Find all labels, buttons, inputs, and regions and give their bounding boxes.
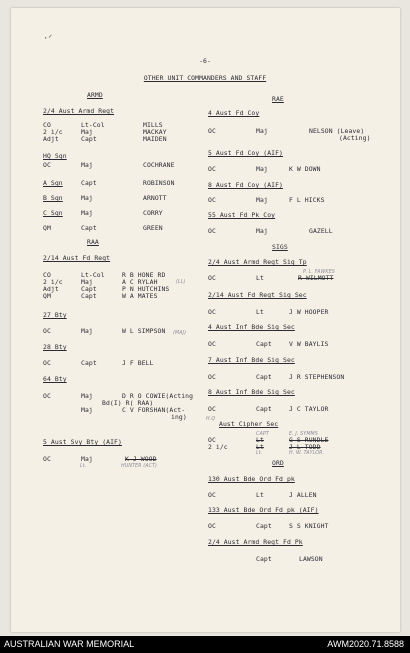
typed-text: A Sqn [43,179,63,187]
typed-text: 2 i/c [43,278,63,286]
typed-text: F L HICKS [289,196,325,204]
typed-text: MACKAY [143,128,167,136]
typed-text: OC [208,274,216,282]
typed-text: OC [208,165,216,173]
handwritten-note: (LL) [176,280,186,285]
typed-text: OC [208,340,216,348]
typed-text: OC [208,373,216,381]
typed-text: Capt [81,135,97,143]
typed-text: Capt [256,522,272,530]
typed-text: Adjt [43,285,59,293]
typed-text: Maj [81,406,93,414]
typed-text: 130 Aust Bde Ord Fd pk [208,475,295,483]
typed-text: Capt [256,373,272,381]
footer-accession-id: AWM2020.71.8588 [327,639,404,649]
typed-text: OC [208,436,216,444]
typed-text: 2/4 Aust Armd Regt [43,107,115,115]
handwritten-note: HUNTER (ACT) [121,464,158,469]
typed-text: HQ Sqn [43,152,67,160]
typed-text: J ALLEN [289,491,317,499]
typed-text: Maj [256,127,268,135]
handwritten-note: P. L. FAWKES [303,270,335,275]
typed-text: Lt [256,443,264,451]
typed-text: OC [208,491,216,499]
typed-text: ing) [171,413,187,421]
typed-text: Aust Cipher Sec [219,420,279,428]
typed-text: C V FORSHAN(Act- [122,406,186,414]
typed-text: ROBINSON [143,179,175,187]
typed-text: J L TODD [289,443,321,451]
typed-text: CO [43,271,51,279]
typed-text: Lt [256,274,264,282]
typed-text: 2/14 Aust Fd Regt Sig Sec [208,291,307,299]
typed-text: CO [43,121,51,129]
typed-text: 4 Aust Inf Bde Sig Sec [208,323,295,331]
typed-text: Capt [81,179,97,187]
typed-text: 5 Aust Svy Bty (AIF) [43,438,122,446]
typed-text: C Sqn [43,209,63,217]
typed-text: OC [208,522,216,530]
typed-text: SIGS [272,243,288,251]
typed-text: Capt [81,292,97,300]
handwritten-note: Lt. [256,451,263,456]
typed-text: 55 Aust Fd Pk Coy [208,211,276,219]
typed-text: Capt [256,555,272,563]
typed-text: Capt [256,340,272,348]
typed-text: 2/14 Aust Fd Regt [43,254,111,262]
typed-text: 8 Aust Inf Bde Sig Sec [208,388,295,396]
handwritten-note: H. W. TAYLOR. [289,451,325,456]
typed-text: Maj [81,455,93,463]
typed-text: 28 Bty [43,343,67,351]
typed-text: OC [208,405,216,413]
typed-text: GAZELL [309,227,333,235]
typed-text: Capt [256,405,272,413]
footer-bar [0,636,410,653]
typed-text: Maj [81,392,93,400]
typed-text: Maj [81,194,93,202]
typed-text: 4 Aust Fd Coy [208,109,260,117]
typed-text: S S KNIGHT [289,522,329,530]
typed-text: Capt [81,224,97,232]
typed-text: 5 Aust Fd Coy (AIF) [208,149,284,157]
typed-text: OC [43,455,51,463]
typed-text: OC [43,359,51,367]
typed-text: Lt [256,491,264,499]
typed-text: (Acting) [339,134,371,142]
typed-text: 133 Aust Bde Ord Fd pk (AIF) [208,506,319,514]
typed-text: Capt [81,359,97,367]
typed-text: OC [208,308,216,316]
typed-text: QM [43,224,51,232]
typed-text: Maj [81,161,93,169]
typed-text: A C RYLAH [122,278,158,286]
typed-text: G S RUNDLE [289,436,329,444]
handwritten-note: H.Q [206,417,216,422]
typed-text: R B HONE RD [122,271,166,279]
typed-text: 8 Aust Fd Coy (AIF) [208,181,284,189]
typed-text: J W HOOPER [289,308,329,316]
typed-text: MAIDEN [143,135,167,143]
typed-text: 7 Aust Inf Bde Sig Sec [208,356,295,364]
typed-text: J R STEPHENSON [289,373,345,381]
handwritten-note: CAPT [256,432,269,437]
typed-text: Maj [81,278,93,286]
typed-text: P N HUTCHINS [122,285,170,293]
typed-text: 2/4 Aust Armd Regt Sig Tp [208,258,307,266]
typed-text: RAA [87,238,99,246]
typed-text: B Sqn [43,194,63,202]
typed-text: Lt [256,308,264,316]
typed-text: QM [43,292,51,300]
typed-text: 2/4 Aust Armd Regt Fd Pk [208,538,303,546]
typed-text: J C TAYLOR [289,405,329,413]
typed-text: OC [208,227,216,235]
typed-text: COCHRANE [143,161,175,169]
typed-text: 2 i/c [208,443,228,451]
typed-text: Maj [256,196,268,204]
typed-text: OC [208,196,216,204]
typed-text: V W BAYLIS [289,340,329,348]
footer-source: AUSTRALIAN WAR MEMORIAL [4,639,135,649]
typed-text: Adjt [43,135,59,143]
typed-text: K J WOOD [125,455,157,463]
typed-text: 64 Bty [43,375,67,383]
typed-text: Maj [81,327,93,335]
page-number: -6- [199,57,211,65]
typed-text: MILLS [143,121,163,129]
ink-mark: ·ᐟ [43,34,53,44]
typed-text: J F BELL [122,359,154,367]
typed-text: Lt [256,436,264,444]
typed-text: K W DOWN [289,165,321,173]
typed-text: OC [43,327,51,335]
typed-text: NELSON (Leave) [309,127,365,135]
handwritten-note: Lt. [80,464,87,469]
typed-text: W A MATES [122,292,158,300]
typed-text: ARNOTT [143,194,167,202]
typed-text: Capt [81,285,97,293]
typed-text: CORRY [143,209,163,217]
typed-text: Lt-Col [81,271,105,279]
typed-text: OC [43,392,51,400]
typed-text: OC [43,161,51,169]
typed-text: OC [208,127,216,135]
typed-text: GREEN [143,224,163,232]
typed-text: W L SIMPSON [122,327,166,335]
handwritten-note: E. J. SYMMS [289,432,318,437]
handwritten-note: (MAJ) [173,331,187,336]
typed-text: Bd(I) R( RAA) [102,399,154,407]
page-title: OTHER UNIT COMMANDERS AND STAFF [143,74,267,82]
typed-text: Maj [256,227,268,235]
typed-text: ARMD [87,91,103,99]
typed-text: Lt-Col [81,121,105,129]
typed-text: R WILMOTT [298,274,334,282]
typed-text: LAWSON [299,555,323,563]
typed-text: ORD [272,459,284,467]
typed-text: 27 Bty [43,311,67,319]
document-page [11,8,400,632]
typed-text: 2 i/c [43,128,63,136]
typed-text: Maj [81,128,93,136]
typed-text: RAE [272,95,284,103]
typed-text: D R O COWIE(Acting [122,392,194,400]
typed-text: Maj [256,165,268,173]
typed-text: Maj [81,209,93,217]
